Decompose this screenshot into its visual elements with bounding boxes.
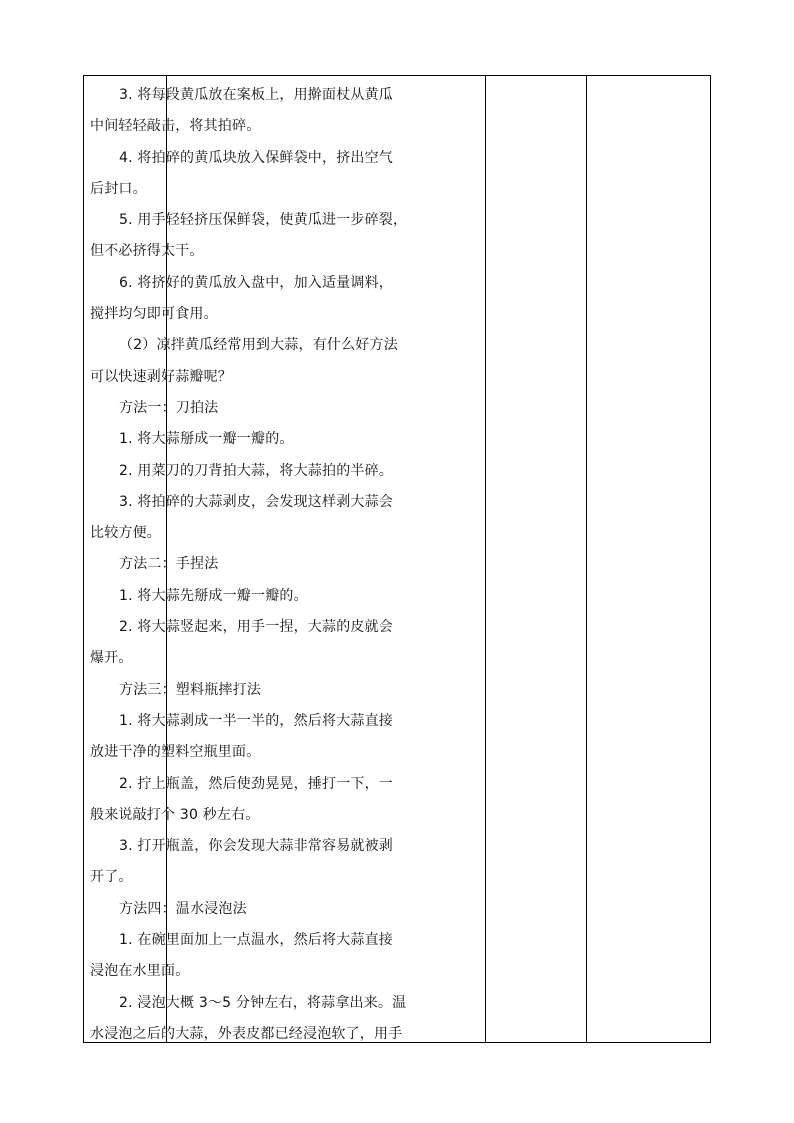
text-line: 方法二：手捏法 — [119, 556, 219, 573]
text-line: 般来说敲打个 30 秒左右。 — [90, 806, 260, 823]
text-line: （2）凉拌黄瓜经常用到大蒜，有什么好方法 — [119, 337, 398, 354]
text-line: 开了。 — [90, 869, 133, 886]
column-divider-2 — [485, 76, 486, 1042]
text-line: 爆开。 — [90, 650, 133, 667]
text-line: 2. 拧上瓶盖，然后使劲晃晃，捶打一下，一 — [119, 775, 394, 792]
text-line: 3. 将每段黄瓜放在案板上，用擀面杖从黄瓜 — [119, 87, 394, 103]
text-line: 水浸泡之后的大蒜，外表皮都已经浸泡软了，用手 — [90, 1025, 403, 1042]
text-line: 可以快速剥好蒜瓣呢？ — [90, 368, 232, 385]
text-line: 放进干净的塑料空瓶里面。 — [90, 744, 261, 761]
text-line: 3. 打开瓶盖，你会发现大蒜非常容易就被剥 — [119, 838, 394, 855]
text-line: 后封口。 — [90, 180, 147, 197]
text-line: 3. 将拍碎的大蒜剥皮，会发现这样剥大蒜会 — [119, 493, 394, 510]
text-line: 2. 浸泡大概 3～5 分钟左右，将蒜拿出来。温 — [119, 994, 407, 1011]
text-line: 4. 将拍碎的黄瓜块放入保鲜袋中，挤出空气 — [119, 149, 394, 166]
text-line: 但不必挤得太干。 — [90, 243, 204, 260]
column-divider-3 — [586, 76, 587, 1042]
text-line: 方法一：刀拍法 — [119, 399, 219, 416]
content-cell — [90, 80, 408, 1050]
text-line: 方法四：温水浸泡法 — [119, 900, 247, 917]
text-line: 浸泡在水里面。 — [90, 963, 190, 980]
text-line: 1. 将大蒜掰成一瓣一瓣的。 — [119, 431, 294, 448]
text-line: 2. 将大蒜竖起来，用手一捏，大蒜的皮就会 — [119, 619, 394, 636]
text-line: 6. 将挤好的黄瓜放入盘中，加入适量调料， — [119, 274, 394, 291]
text-line: 2. 用菜刀的刀背拍大蒜，将大蒜拍的半碎。 — [119, 462, 394, 479]
text-line: 1. 将大蒜先掰成一瓣一瓣的。 — [119, 587, 308, 604]
text-line: 搅拌均匀即可食用。 — [90, 306, 218, 323]
text-line: 1. 在碗里面加上一点温水，然后将大蒜直接 — [119, 932, 394, 949]
text-line: 比较方便。 — [90, 525, 161, 542]
text-line: 方法三：塑料瓶摔打法 — [119, 681, 261, 698]
text-line: 5. 用手轻轻挤压保鲜袋，使黄瓜进一步碎裂， — [119, 212, 408, 229]
text-line: 1. 将大蒜剥成一半一半的，然后将大蒜直接 — [119, 712, 394, 729]
text-line: 中间轻轻敲击，将其拍碎。 — [90, 118, 261, 135]
